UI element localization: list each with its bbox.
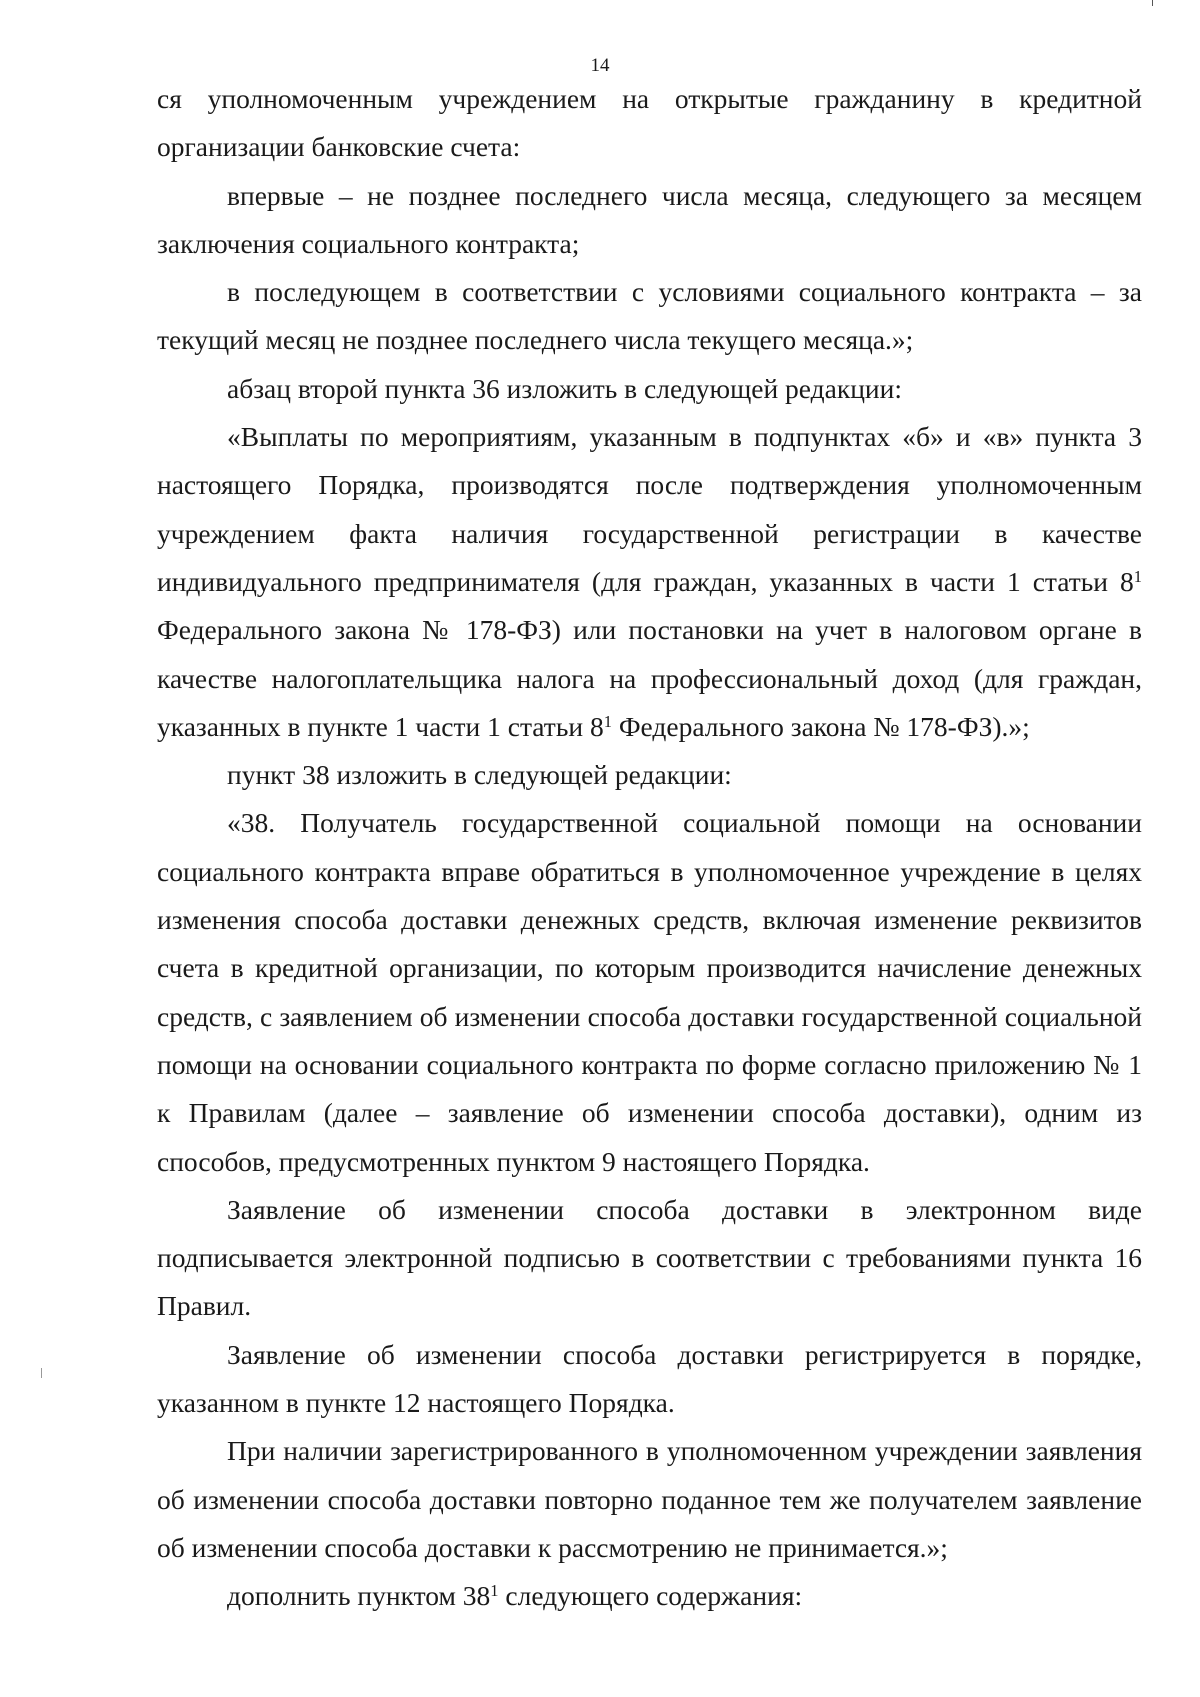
scan-artifact-mark [41, 1368, 42, 1378]
paragraph-registration: Заявление об изменении способа доставки регистрируется в порядке, указанном в пункте 12 настоящего Порядка. [157, 1338, 1142, 1419]
document-body [157, 75, 1142, 1621]
paragraph-text: дополнить пунктом 38 [227, 1580, 491, 1612]
paragraph-text: «Выплаты по мероприятиям, указанным в подпунктах «б» и «в» пункта 3 настоящего Порядка, производятся после подтверждения уполномоченным учреждением факта наличия государственной регистрации в качестве индивидуального предпринимателя (для граждан, указанных в части 1 статьи 8 [157, 421, 1142, 597]
paragraph-amend-36: абзац второй пункта 36 изложить в следующей редакции: [227, 372, 902, 404]
paragraph-text: следующего содержания: [498, 1580, 803, 1612]
superscript: 1 [603, 711, 612, 731]
scan-artifact-mark [1152, 0, 1153, 6]
superscript: 1 [1133, 566, 1142, 586]
paragraph-continuation: ся уполномоченным учреждением на открытые гражданину в кредитной организации банковские счета: [157, 83, 1142, 163]
paragraph-text: Федерального закона № 178-ФЗ) или постановки на учет в налоговом органе в качестве налогоплательщика налога на профессиональный доход (для граждан, указанных в пункте 1 части 1 статьи 8 [157, 614, 1142, 742]
paragraph-point-38: «38. Получатель государственной социальной помощи на основании социального контракта вправе обратиться в уполномоченное учреждение в целях изменения способа доставки денежных средств, включая изменение реквизитов счета в кредитной организации, по которым производится начисление денежных средств, с заявлением об изменении способа доставки государственной социальной помощи на основании социального контракта по форме согласно приложению № 1 к Правилам (далее – заявление об изменении способа доставки), одним из способов, предусмотренных пунктом 9 настоящего Порядка. [157, 807, 1142, 1177]
paragraph-amend-38: пункт 38 изложить в следующей редакции: [227, 759, 732, 791]
superscript: 1 [490, 1581, 499, 1601]
paragraph-text: Федерального закона № 178-ФЗ).»; [611, 710, 1030, 742]
paragraph-add-38-1 [157, 1572, 1142, 1620]
paragraph-payments-measures [157, 413, 1142, 751]
paragraph-subsequent-payment: в последующем в соответствии с условиями социального контракта – за текущий месяц не позднее последнего числа текущего месяца.»; [157, 276, 1142, 356]
paragraph-electronic-signature: Заявление об изменении способа доставки в электронном виде подписывается электронной подписью в соответствии с требованиями пункта 16 Правил. [157, 1193, 1142, 1322]
page-number: 14 [590, 55, 610, 76]
paragraph-repeat-application: При наличии зарегистрированного в уполномоченном учреждении заявления об изменении способа доставки повторно поданное тем же получателем заявление об изменении способа доставки к рассмотрению не принимается.»; [157, 1435, 1142, 1563]
paragraph-first-payment: впервые – не позднее последнего числа месяца, следующего за месяцем заключения социального контракта; [157, 179, 1142, 259]
